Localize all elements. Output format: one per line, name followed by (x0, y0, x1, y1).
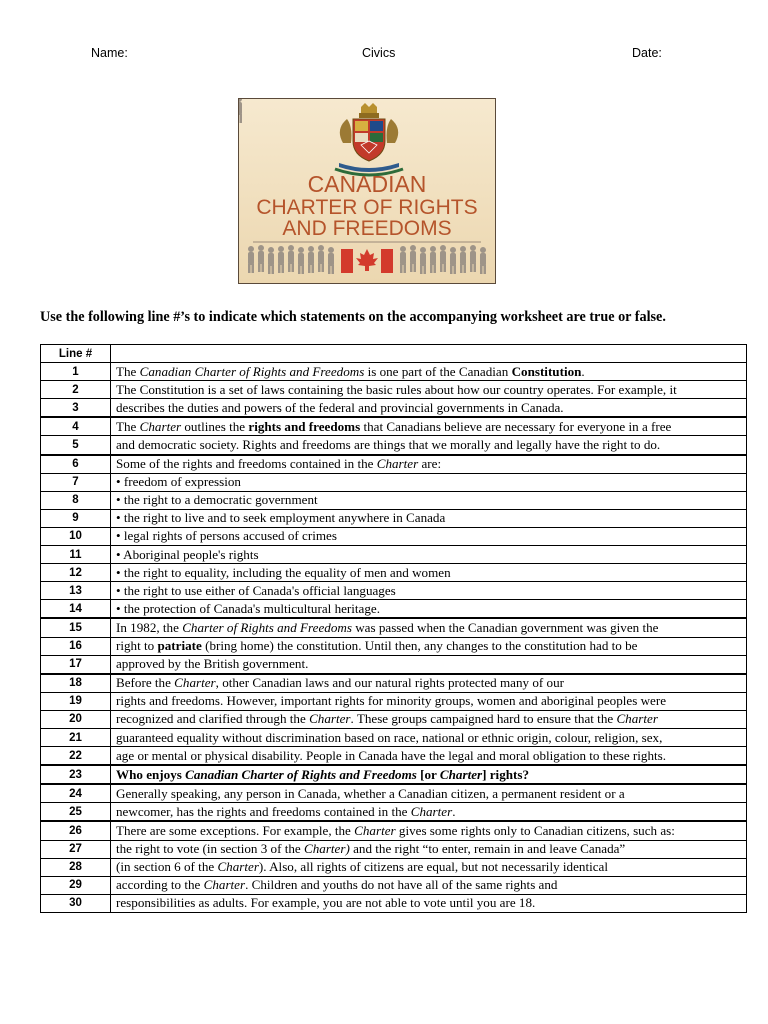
statement-text (111, 803, 747, 822)
statement-segment: responsibilities as adults. For example, you are not able to vote until you are 18. (116, 895, 536, 911)
statement-segment: and democratic society. Rights and freedoms are things that we morally and legally have the right to do. (116, 437, 661, 453)
statement-segment: approved by the British government. (116, 656, 309, 672)
statement-segment: (bring home) the constitution. Until then, any changes to the constitution had to be (201, 638, 638, 654)
statement-segment: Who enjoys (116, 766, 186, 782)
statement-segment: Canadian Charter of Rights and Freedoms (185, 766, 417, 782)
statement-segment: newcomer, has the rights and freedoms contained in the (116, 803, 411, 819)
statement-segment: ] rights? (482, 766, 530, 782)
statement-text (111, 363, 747, 381)
line-number: 14 (41, 600, 111, 619)
table-row (41, 455, 747, 474)
statement-segment: Charter (217, 859, 259, 875)
table-row (41, 692, 747, 710)
statement-segment: Before the (116, 675, 175, 691)
statement-segment: In 1982, the (116, 619, 183, 635)
statement-segment: The Constitution is a set of laws containing the basic rules about how our country operates. For example, it (116, 381, 677, 397)
line-number: 6 (41, 455, 111, 474)
table-row (41, 710, 747, 728)
table-row (41, 363, 747, 381)
statement-text (111, 784, 747, 803)
charter-banner-image (238, 98, 496, 284)
statement-segment: Charter (309, 711, 351, 727)
table-row (41, 600, 747, 619)
line-number: 28 (41, 858, 111, 876)
statement-segment: patriate (157, 638, 202, 654)
table-row (41, 399, 747, 418)
statement-text (111, 692, 747, 710)
statement-segment: Charter (139, 418, 182, 434)
table-row (41, 491, 747, 509)
table-header-row (41, 345, 747, 363)
line-number: 7 (41, 473, 111, 491)
statement-text (111, 600, 747, 619)
statement-segment: • the right to a democratic government (116, 492, 318, 508)
table-row (41, 473, 747, 491)
line-number-column-header: Line # (41, 345, 111, 363)
statement-segment: Some of the rights and freedoms contained in the (116, 456, 377, 472)
statement-text (111, 564, 747, 582)
line-number: 3 (41, 399, 111, 418)
table-row (41, 840, 747, 858)
statement-text (111, 491, 747, 509)
statement-segment: rights and freedoms (248, 418, 361, 434)
banner-line-1: CANADIAN (307, 171, 427, 197)
table-row (41, 858, 747, 876)
table-row (41, 655, 747, 674)
statement-text (111, 582, 747, 600)
banner-line-2: CHARTER OF RIGHTS (256, 196, 478, 219)
statement-segment: age or mental or physical disability. People in Canada have the legal and moral obligation to these rights. (116, 747, 667, 763)
banner-line-3: AND FREEDOMS (282, 217, 452, 240)
statement-segment: are: (418, 456, 442, 472)
statement-segment: that Canadians believe are necessary for everyone in a free (360, 418, 672, 434)
line-number: 19 (41, 692, 111, 710)
table-row (41, 784, 747, 803)
statement-segment: • the right to live and to seek employment anywhere in Canada (116, 510, 446, 526)
statement-segment: (in section 6 of the (116, 859, 218, 875)
name-label: Name: (91, 46, 128, 60)
table-row (41, 564, 747, 582)
line-number: 25 (41, 803, 111, 822)
line-number: 18 (41, 674, 111, 693)
statement-segment: describes the duties and powers of the federal and provincial governments in Canada. (116, 399, 564, 415)
line-number: 27 (41, 840, 111, 858)
statement-text (111, 399, 747, 418)
table-row (41, 747, 747, 766)
statement-text (111, 747, 747, 766)
statement-text (111, 509, 747, 527)
statement-text (111, 765, 747, 784)
line-number: 17 (41, 655, 111, 674)
line-number: 11 (41, 546, 111, 564)
statement-text (111, 728, 747, 746)
statement-segment: Charter (203, 877, 246, 893)
table-row (41, 765, 747, 784)
line-number: 24 (41, 784, 111, 803)
statement-segment: • the protection of Canada's multicultural heritage. (116, 600, 381, 616)
statement-segment: according to the (116, 877, 204, 893)
statement-segment: . (452, 803, 456, 819)
statement-text (111, 436, 747, 455)
statement-text (111, 417, 747, 436)
statement-segment: • Aboriginal people's rights (116, 546, 259, 562)
line-number: 30 (41, 894, 111, 912)
line-number: 15 (41, 618, 111, 637)
instructions-text: Use the following line #’s to indicate which statements on the accompanying worksheet are true or false. (40, 309, 666, 325)
table-row (41, 894, 747, 912)
statement-text (111, 381, 747, 399)
statement-segment: There are some exceptions. For example, the (116, 822, 355, 838)
subject-label: Civics (362, 46, 396, 60)
statement-text (111, 821, 747, 840)
table-row (41, 417, 747, 436)
table-row (41, 509, 747, 527)
table-row (41, 803, 747, 822)
statement-segment: Generally speaking, any person in Canada, whether a Canadian citizen, a permanent resident or a (116, 785, 625, 801)
statement-segment: . (581, 363, 585, 379)
statement-text (111, 527, 747, 545)
statement-column-header (111, 345, 747, 363)
statement-text (111, 637, 747, 655)
line-number: 8 (41, 491, 111, 509)
statement-segment: recognized and clarified through the (116, 711, 310, 727)
date-label: Date: (632, 46, 662, 60)
statement-text (111, 858, 747, 876)
statement-text (111, 455, 747, 474)
statement-segment: Charter (376, 456, 419, 472)
table-row (41, 637, 747, 655)
line-number: 22 (41, 747, 111, 766)
statement-segment: , other Canadian laws and our natural rights protected many of our (215, 675, 564, 691)
table-row (41, 436, 747, 455)
statement-segment: right to (116, 638, 158, 654)
line-number: 9 (41, 509, 111, 527)
statement-text (111, 876, 747, 894)
line-number: 29 (41, 876, 111, 894)
statement-segment: gives some rights only to Canadian citizens, such as: (395, 822, 675, 838)
statement-text (111, 473, 747, 491)
statement-segment: rights and freedoms. However, important rights for minority groups, women and aboriginal peoples were (116, 693, 667, 709)
statement-segment: [or (416, 766, 440, 782)
line-number: 16 (41, 637, 111, 655)
line-number: 21 (41, 728, 111, 746)
table-row (41, 876, 747, 894)
statement-text (111, 546, 747, 564)
statement-segment: • the right to equality, including the equality of men and women (116, 564, 451, 580)
statement-text (111, 618, 747, 637)
statement-text (111, 674, 747, 693)
statement-segment: Charter) (304, 841, 350, 857)
line-number: 23 (41, 765, 111, 784)
charter-banner-graphic (239, 99, 495, 283)
line-number: 10 (41, 527, 111, 545)
table-row (41, 546, 747, 564)
statement-segment: • legal rights of persons accused of crimes (116, 528, 337, 544)
table-row (41, 381, 747, 399)
statement-text (111, 894, 747, 912)
statement-segment: outlines the (181, 418, 249, 434)
statement-segment: guaranteed equality without discrimination based on race, national or ethnic origin, colour, religion, sex, (116, 729, 663, 745)
maple-leaf-flag-icon (341, 249, 393, 273)
statement-segment: • freedom of expression (116, 474, 241, 490)
table-row (41, 674, 747, 693)
statement-segment: . These groups campaigned hard to ensure that the (350, 711, 617, 727)
statement-segment: was passed when the Canadian government was given the (351, 619, 659, 635)
line-number: 12 (41, 564, 111, 582)
line-number: 1 (41, 363, 111, 381)
table-row (41, 582, 747, 600)
table-row (41, 527, 747, 545)
statement-segment: Constitution (511, 363, 582, 379)
statement-segment: the right to vote (in section 3 of the (116, 841, 304, 857)
statement-segment: Charter (410, 803, 453, 819)
statement-segment: . Children and youths do not have all of the same rights and (245, 877, 558, 893)
line-number: 20 (41, 710, 111, 728)
line-number: 5 (41, 436, 111, 455)
statement-text (111, 710, 747, 728)
statement-segment: • the right to use either of Canada's official languages (116, 582, 396, 598)
statement-text (111, 840, 747, 858)
statement-segment: and the right “to enter, remain in and leave Canada” (349, 841, 626, 857)
line-number: 13 (41, 582, 111, 600)
statement-segment: Charter (616, 711, 658, 727)
statement-text (111, 655, 747, 674)
statement-segment: The (116, 418, 140, 434)
statement-segment: The (116, 363, 140, 379)
statement-segment: Charter of Rights and Freedoms (182, 619, 352, 635)
line-number: 2 (41, 381, 111, 399)
table-row (41, 618, 747, 637)
table-row (41, 728, 747, 746)
line-number-table (40, 344, 747, 913)
table-row (41, 821, 747, 840)
statement-segment: ). Also, all rights of citizens are equal, but not necessarily identical (258, 859, 608, 875)
statement-segment: Charter (354, 822, 396, 838)
line-number: 4 (41, 417, 111, 436)
statement-segment: is one part of the Canadian (364, 363, 512, 379)
line-number: 26 (41, 821, 111, 840)
statement-segment: Charter (439, 766, 483, 782)
statement-segment: Charter (174, 675, 216, 691)
statement-segment: Canadian Charter of Rights and Freedoms (139, 363, 365, 379)
